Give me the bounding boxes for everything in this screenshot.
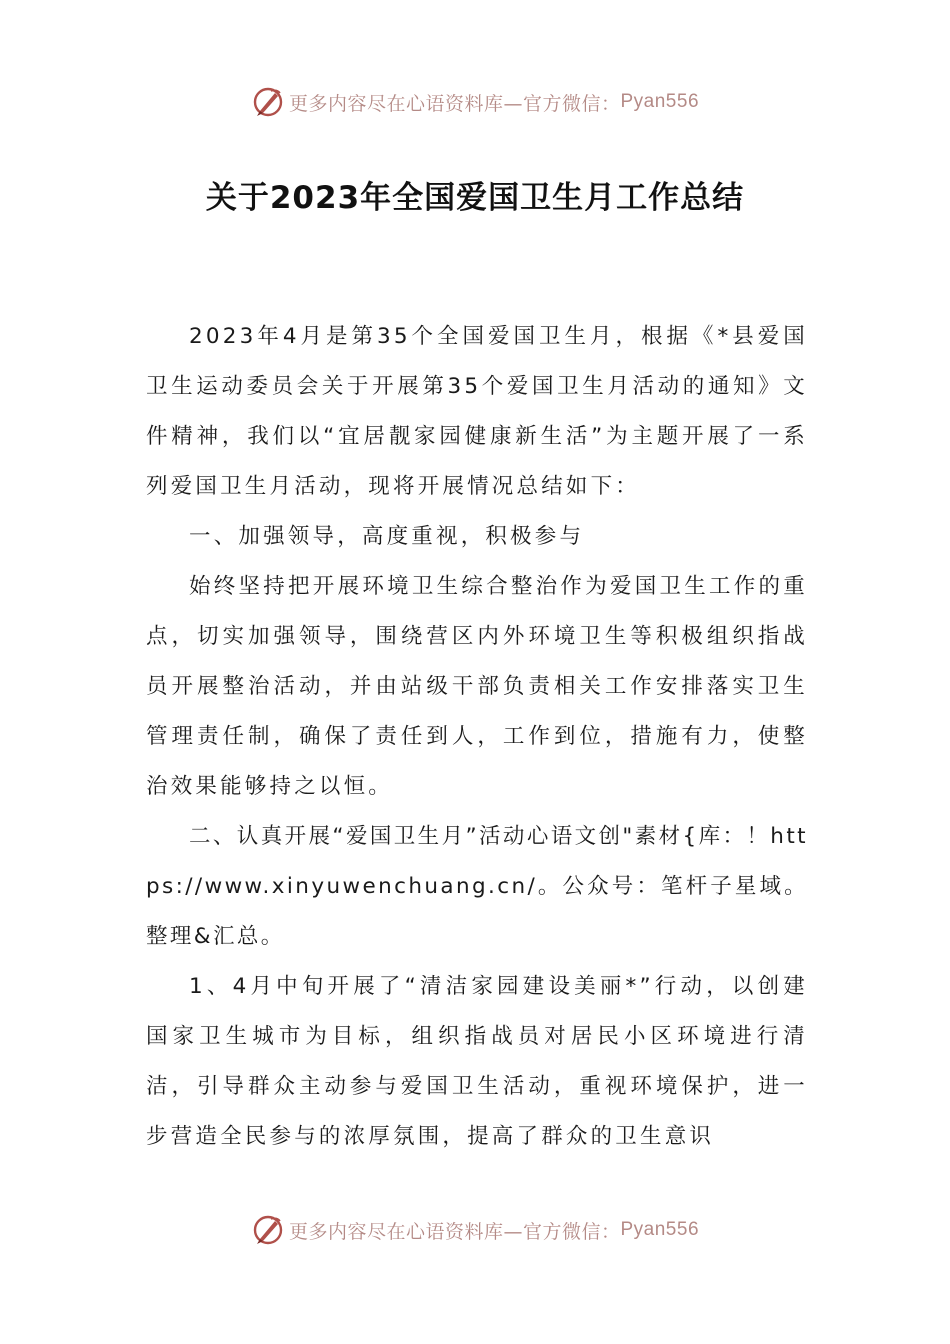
watermark-wechat: Pyan556: [620, 1219, 700, 1240]
header-watermark: [0, 82, 950, 122]
pen-logo-icon: [251, 85, 285, 119]
watermark-wechat: Pyan556: [620, 91, 700, 112]
paragraph-section-1: 始终坚持把开展环境卫生综合整治作为爱国卫生工作的重点，切实加强领导，围绕营区内外环境卫生等积极组织指战员开展整治活动，并由站级干部负责相关工作安排落实卫生管理责任制，确保了责任到人，工作到位，措施有力，使整治效果能够持之以恒。: [146, 574, 808, 799]
section-heading-2: 二、认真开展“爱国卫生月”活动心语文创"素材{库：！https://www.xinyuwenchuang.cn/。公众号：笔杆子星域。整理&汇总。: [146, 824, 808, 949]
document-title: 关于2023年全国爱国卫生月工作总结: [205, 180, 745, 216]
document-body: [146, 312, 808, 1162]
pen-logo-icon: [251, 1213, 285, 1247]
paragraph-item-1: 1、4月中旬开展了“清洁家园建设美丽*”行动，以创建国家卫生城市为目标，组织指战员对居民小区环境进行清洁，引导群众主动参与爱国卫生活动，重视环境保护，进一步营造全民参与的浓厚氛围，提高了群众的卫生意识: [146, 974, 808, 1149]
section-heading-1: 一、加强领导，高度重视，积极参与: [189, 524, 585, 549]
watermark-text: 更多内容尽在心语资料库—官方微信：: [288, 1220, 621, 1243]
footer-watermark: [0, 1210, 950, 1250]
watermark-text: 更多内容尽在心语资料库—官方微信：: [288, 92, 621, 115]
paragraph-intro: 2023年4月是第35个全国爱国卫生月，根据《*县爱国卫生运动委员会关于开展第35个爱国卫生月活动的通知》文件精神，我们以“宜居靓家园健康新生活”为主题开展了一系列爱国卫生月活动，现将开展情况总结如下：: [146, 324, 808, 499]
